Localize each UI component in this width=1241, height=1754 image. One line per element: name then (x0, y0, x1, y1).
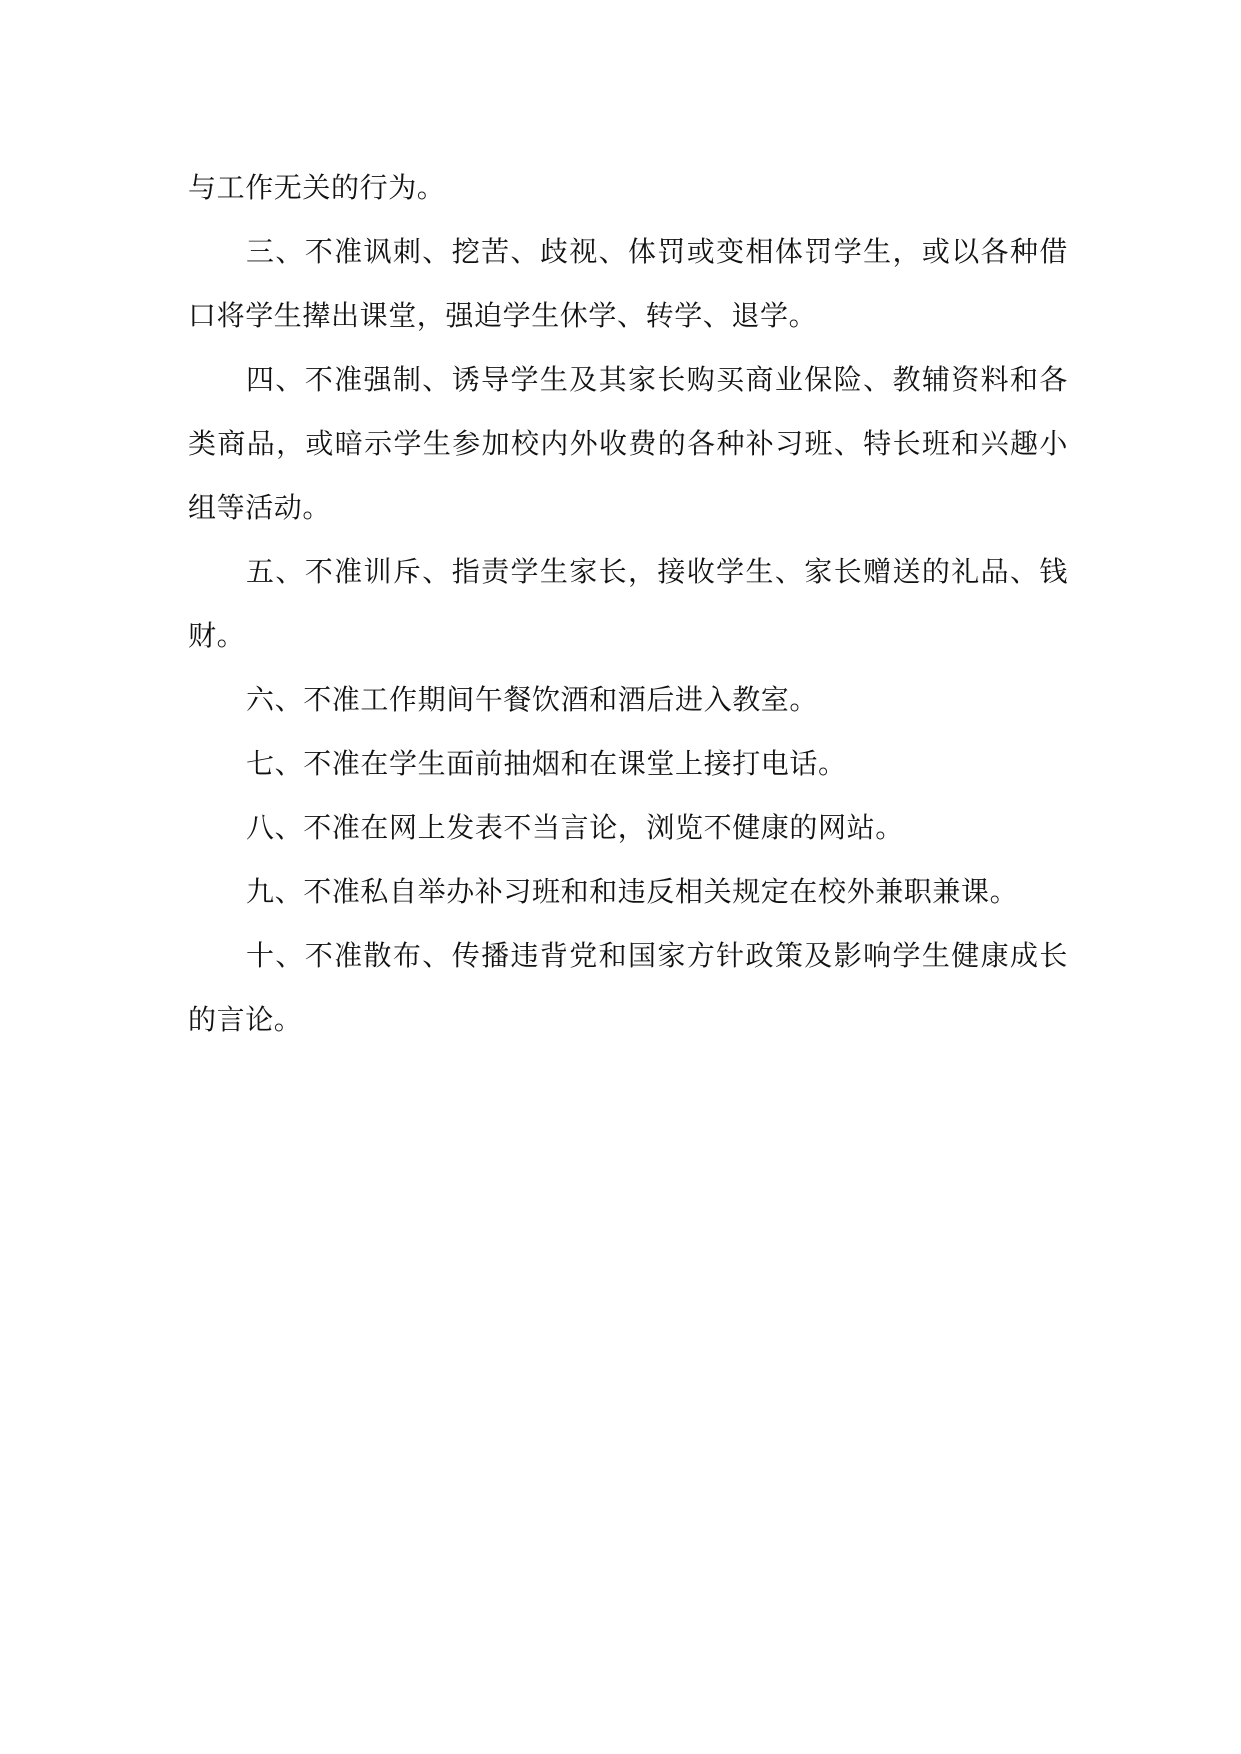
paragraph-rule-7: 七、不准在学生面前抽烟和在课堂上接打电话。 (246, 747, 847, 780)
paragraph-rule-8: 八、不准在网上发表不当言论，浏览不健康的网站。 (246, 811, 904, 844)
paragraph-rule-6: 六、不准工作期间午餐饮酒和酒后进入教室。 (246, 683, 819, 716)
document-body (188, 156, 1068, 1052)
paragraph-rule-3: 三、不准讽刺、挖苦、歧视、体罚或变相体罚学生，或以各种借口将学生撵出课堂，强迫学生休学、转学、退学。 (188, 235, 1068, 332)
paragraph-rule-5: 五、不准训斥、指责学生家长，接收学生、家长赠送的礼品、钱财。 (188, 555, 1068, 652)
paragraph-continuation: 与工作无关的行为。 (188, 171, 446, 204)
paragraph-rule-4: 四、不准强制、诱导学生及其家长购买商业保险、教辅资料和各类商品，或暗示学生参加校内外收费的各种补习班、特长班和兴趣小组等活动。 (188, 363, 1068, 524)
paragraph-rule-10: 十、不准散布、传播违背党和国家方针政策及影响学生健康成长的言论。 (188, 939, 1068, 1036)
paragraph-rule-9: 九、不准私自举办补习班和和违反相关规定在校外兼职兼课。 (246, 875, 1019, 908)
